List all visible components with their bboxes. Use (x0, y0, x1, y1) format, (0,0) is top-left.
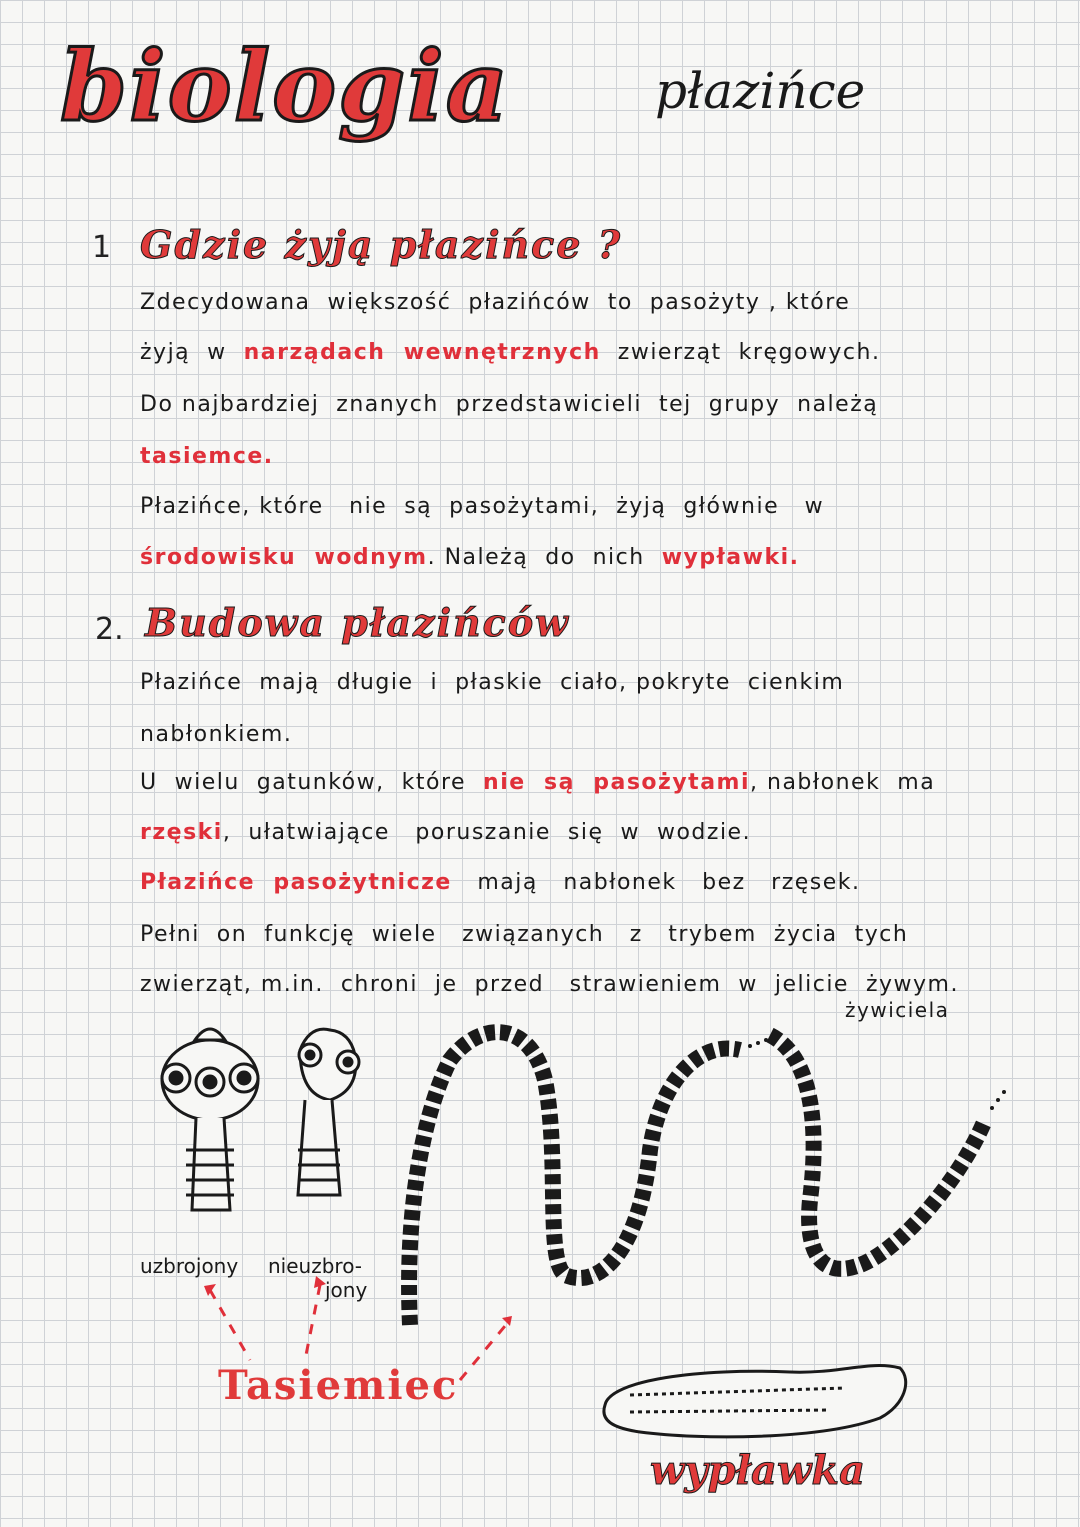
label-armed: uzbrojony (140, 1254, 239, 1278)
text-span: , ułatwiające poruszanie się w wodzie. (222, 820, 752, 845)
highlight-term: wypławki. (661, 545, 800, 570)
highlight-term: nie są pasożytami (483, 770, 751, 795)
text-span: mają nabłonek bez rzęsek. (451, 870, 861, 895)
tapeworm-body-drawing (409, 1032, 985, 1325)
label-planarian: wypławka (650, 1447, 866, 1494)
unarmed-scolex-drawing (298, 1029, 359, 1195)
highlight-term: rzęski (140, 820, 223, 845)
armed-scolex-drawing (162, 1029, 258, 1210)
text-span: Do najbardziej znanych przedstawicieli tej grupy należą (140, 392, 879, 417)
text-span: Płazińce, które nie są pasożytami, żyją głównie w (140, 494, 825, 519)
label-unarmed-1: nieuzbro- (268, 1254, 363, 1278)
text-span: Płazińce mają długie i płaskie ciało, pokryte cienkim (140, 670, 845, 695)
text-span: Pełni on funkcję wiele związanych z trybem życia tych (140, 922, 909, 947)
text-span: nabłonkiem. (140, 722, 293, 747)
page-title: biologia (60, 30, 510, 143)
section2-number: 2. (95, 612, 124, 647)
highlight-term: narządach wewnętrznych (243, 340, 601, 365)
text-span: Zdecydowana większość płazińców to pasożyty , które (140, 290, 851, 315)
text-span: zwierząt kręgowych. (600, 340, 881, 365)
label-unarmed-2: jony (325, 1278, 368, 1302)
page-subtitle: płazińce (655, 62, 866, 120)
text-span: . Należą do nich (427, 545, 662, 570)
label-tapeworm: Tasiemiec (218, 1362, 459, 1409)
section1-heading: Gdzie żyją płazińce ? (140, 222, 622, 267)
highlight-term: środowisku wodnym (140, 545, 428, 570)
section1-number: 1 (92, 230, 112, 265)
text-span: U wielu gatunków, które (140, 770, 484, 795)
highlight-term: tasiemce. (140, 444, 274, 469)
section2-note: żywiciela (845, 998, 950, 1022)
highlight-term: Płazińce pasożytnicze (140, 870, 452, 895)
text-span: , nabłonek ma (750, 770, 936, 795)
section2-heading: Budowa płazińców (145, 600, 570, 645)
text-span: żyją w (140, 340, 244, 365)
text-span: zwierząt, m.in. chroni je przed strawieniem w jelicie żywym. (140, 972, 959, 997)
